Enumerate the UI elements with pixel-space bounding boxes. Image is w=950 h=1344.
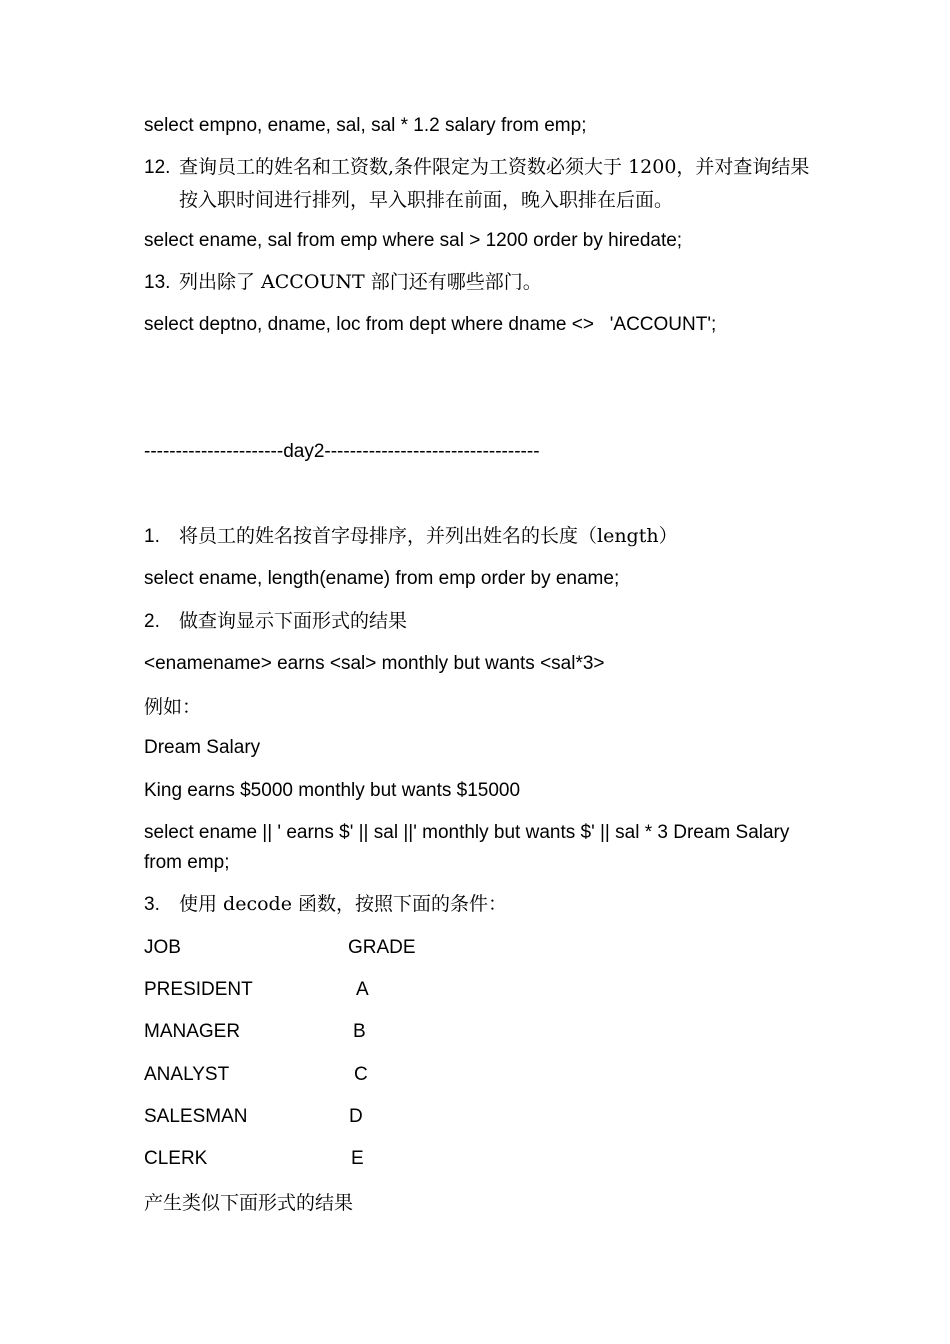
sql-select-salary: select empno, ename, sal, sal * 1.2 salary from emp; xyxy=(144,115,587,136)
question-13 xyxy=(144,266,814,299)
dream-salary-line: Dream Salary xyxy=(144,737,261,758)
day2-question-3 xyxy=(144,888,814,921)
day2-separator: ----------------------day2---------------------------------- xyxy=(144,441,540,462)
sql-question-13: select deptno, dname, loc from dept where dname <> 'ACCOUNT'; xyxy=(144,314,717,335)
sql-question-12: select ename, sal from emp where sal > 1200 order by hiredate; xyxy=(144,230,683,251)
day2-question-3-text: 使用 decode 函数，按照下面的条件： xyxy=(179,893,507,915)
grade-table-header-job: JOB xyxy=(144,937,181,958)
grade-table-row-grade: A xyxy=(356,979,369,1000)
day2-question-1 xyxy=(144,520,814,553)
grade-table-row-job: PRESIDENT xyxy=(144,979,253,1000)
sql-day2-question-2: select ename || ' earns $' || sal ||' monthly but wants $' || sal * 3 Dream Salary from emp; xyxy=(144,822,790,873)
question-13-text: 列出除了 ACCOUNT 部门还有哪些部门。 xyxy=(179,271,542,293)
grade-table-row-grade: B xyxy=(353,1021,366,1042)
sql-day2-question-1: select ename, length(ename) from emp order by ename; xyxy=(144,568,620,589)
result-label: 产生类似下面形式的结果 xyxy=(144,1192,354,1214)
question-12 xyxy=(144,151,814,217)
grade-table-row-grade: D xyxy=(349,1106,363,1127)
grade-table-row-grade: C xyxy=(354,1064,368,1085)
grade-table-row-job: MANAGER xyxy=(144,1021,241,1042)
example-label: 例如： xyxy=(144,696,202,718)
day2-question-3-number: 3. xyxy=(144,894,160,915)
grade-table-row-job: ANALYST xyxy=(144,1064,230,1085)
day2-question-2-number: 2. xyxy=(144,611,160,632)
day2-question-2 xyxy=(144,605,814,638)
grade-table-header-grade: GRADE xyxy=(348,937,416,958)
question-12-text: 查询员工的姓名和工资数,条件限定为工资数必须大于 1200，并对查询结果按入职时间进行排列，早入职排在前面，晚入职排在后面。 xyxy=(179,156,810,211)
grade-table-row-job: SALESMAN xyxy=(144,1106,248,1127)
day2-question-1-number: 1. xyxy=(144,526,160,547)
format-line: <enamename> earns <sal> monthly but wants <sal*3> xyxy=(144,653,605,674)
grade-table-row-job: CLERK xyxy=(144,1148,208,1169)
day2-question-2-text: 做查询显示下面形式的结果 xyxy=(179,610,408,632)
king-example-line: King earns $5000 monthly but wants $15000 xyxy=(144,780,521,801)
question-13-number: 13. xyxy=(144,272,171,293)
day2-question-1-text: 将员工的姓名按首字母排序，并列出姓名的长度（length） xyxy=(179,525,678,547)
question-12-number: 12. xyxy=(144,157,171,178)
grade-table-row-grade: E xyxy=(351,1148,364,1169)
